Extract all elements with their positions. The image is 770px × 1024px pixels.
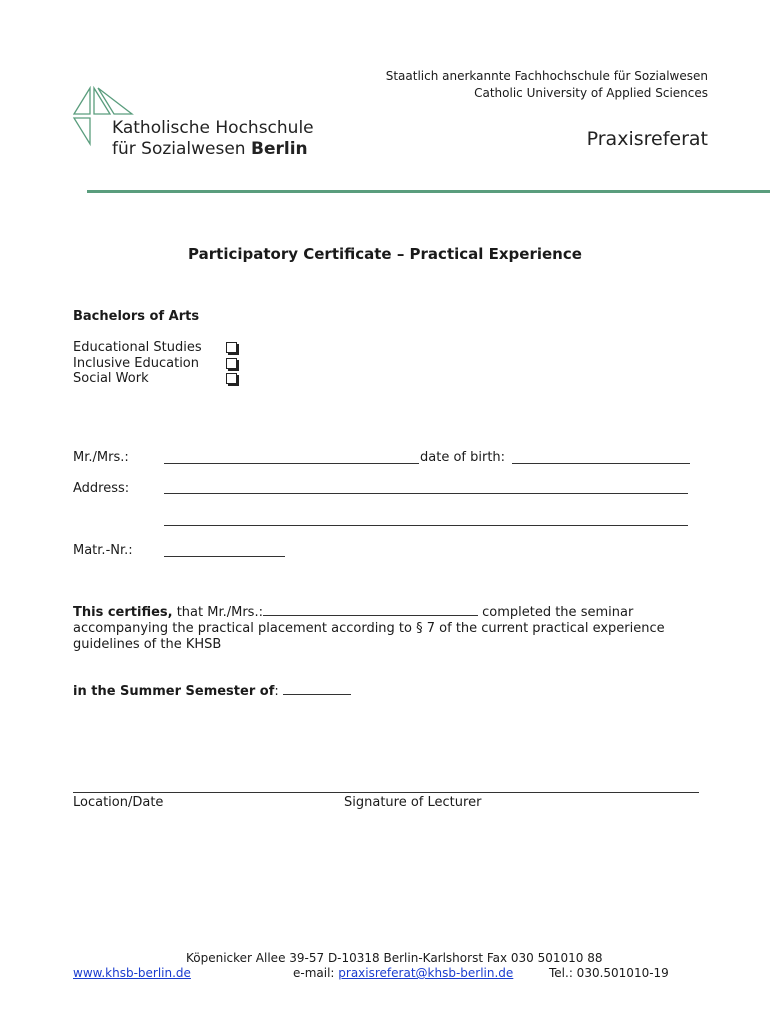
dob-label: date of birth:	[420, 450, 506, 465]
matriculation-label: Matr.-Nr.:	[73, 543, 133, 558]
department-name: Praxisreferat	[586, 128, 708, 150]
lecturer-signature-label: Signature of Lecturer	[344, 795, 482, 810]
email-link[interactable]: praxisreferat@khsb-berlin.de	[338, 966, 514, 980]
student-name-field[interactable]	[263, 604, 478, 616]
program-list	[73, 340, 237, 387]
university-name-line2	[112, 139, 314, 160]
website-link[interactable]: www.khsb-berlin.de	[73, 966, 191, 980]
certification-text-1: that Mr./Mrs.:	[172, 605, 263, 620]
footer-address: Köpenicker Allee 39-57 D-10318 Berlin-Karlshorst Fax 030 501010 88	[186, 951, 603, 965]
university-name-line1: Katholische Hochschule	[112, 118, 314, 138]
tagline-english: Catholic University of Applied Sciences	[474, 86, 708, 100]
signature-line	[73, 792, 699, 793]
educational-studies-checkbox[interactable]	[226, 342, 237, 353]
address-label: Address:	[73, 481, 130, 496]
semester-label: in the Summer Semester of	[73, 684, 275, 699]
inclusive-education-checkbox[interactable]	[226, 358, 237, 369]
footer-phone: Tel.: 030.501010-19	[549, 966, 669, 980]
email-label: e-mail:	[293, 966, 339, 980]
university-name	[112, 118, 314, 160]
university-name-part: für Sozialwesen	[112, 139, 246, 159]
document-title: Participatory Certificate – Practical Experience	[188, 245, 582, 263]
name-label: Mr./Mrs.:	[73, 450, 129, 465]
header-divider	[87, 190, 770, 193]
address-field-line2[interactable]	[164, 525, 688, 526]
university-tagline	[386, 68, 708, 102]
location-date-label: Location/Date	[73, 795, 164, 810]
certification-text-3: according to § 7 of the current practical experience guidelines of the KHSB	[73, 621, 665, 652]
semester-colon: :	[274, 684, 283, 699]
certification-text-2: completed the	[477, 605, 581, 620]
address-field-line1[interactable]	[164, 493, 688, 494]
semester-field[interactable]	[283, 683, 351, 695]
matriculation-field[interactable]	[164, 556, 285, 557]
program-label: Social Work	[73, 371, 149, 386]
semester-row	[73, 683, 351, 699]
social-work-checkbox[interactable]	[226, 373, 237, 384]
certification-lead: This certifies,	[73, 605, 173, 620]
dob-field[interactable]	[512, 463, 690, 464]
university-city: Berlin	[251, 139, 308, 159]
certification-statement	[73, 604, 713, 653]
program-option-social-work	[73, 371, 237, 387]
program-label: Inclusive Education	[73, 355, 200, 371]
tagline-german: Staatlich anerkannte Fachhochschule für Sozialwesen	[385, 69, 708, 83]
degree-heading: Bachelors of Arts	[73, 309, 200, 324]
program-option-inclusive-education	[73, 356, 237, 372]
program-option-educational-studies	[73, 340, 237, 356]
name-field[interactable]	[164, 463, 419, 464]
seminar-phrase: seminar accompanying the practical placement	[73, 605, 634, 636]
program-label: Educational Studies	[73, 340, 202, 355]
footer-email	[293, 966, 513, 980]
